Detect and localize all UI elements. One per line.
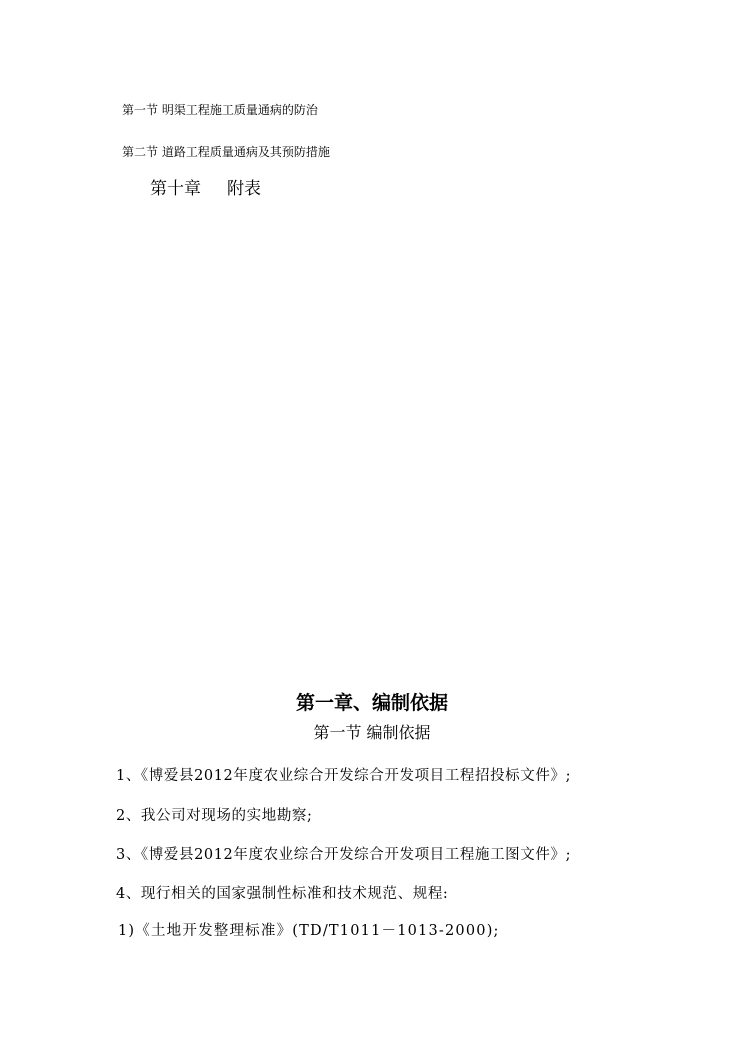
toc-item-section-2: 第二节 道路工程质量通病及其预防措施: [122, 145, 330, 159]
basis-item-3: 3、《博爱县2012年度农业综合开发综合开发项目工程施工图文件》;: [116, 847, 572, 863]
toc-item-section-1: 第一节 明渠工程施工质量通病的防治: [122, 103, 318, 117]
toc-chapter-number: 第十章: [150, 179, 201, 199]
basis-item-4: 4、现行相关的国家强制性标准和技术规范、规程:: [116, 886, 449, 902]
chapter-title: 第一章、编制依据: [295, 692, 448, 714]
toc-chapter-10: [150, 178, 261, 200]
toc-chapter-title: 附表: [227, 179, 261, 199]
basis-item-1: 1、《博爱县2012年度农业综合开发综合开发项目工程招投标文件》;: [116, 768, 572, 784]
basis-item-2: 2、我公司对现场的实地勘察;: [116, 808, 313, 824]
basis-subitem-1: 1)《土地开发整理标准》(TD/T1011－1013-2000);: [118, 923, 500, 939]
section-title: 第一节 编制依据: [313, 723, 431, 742]
